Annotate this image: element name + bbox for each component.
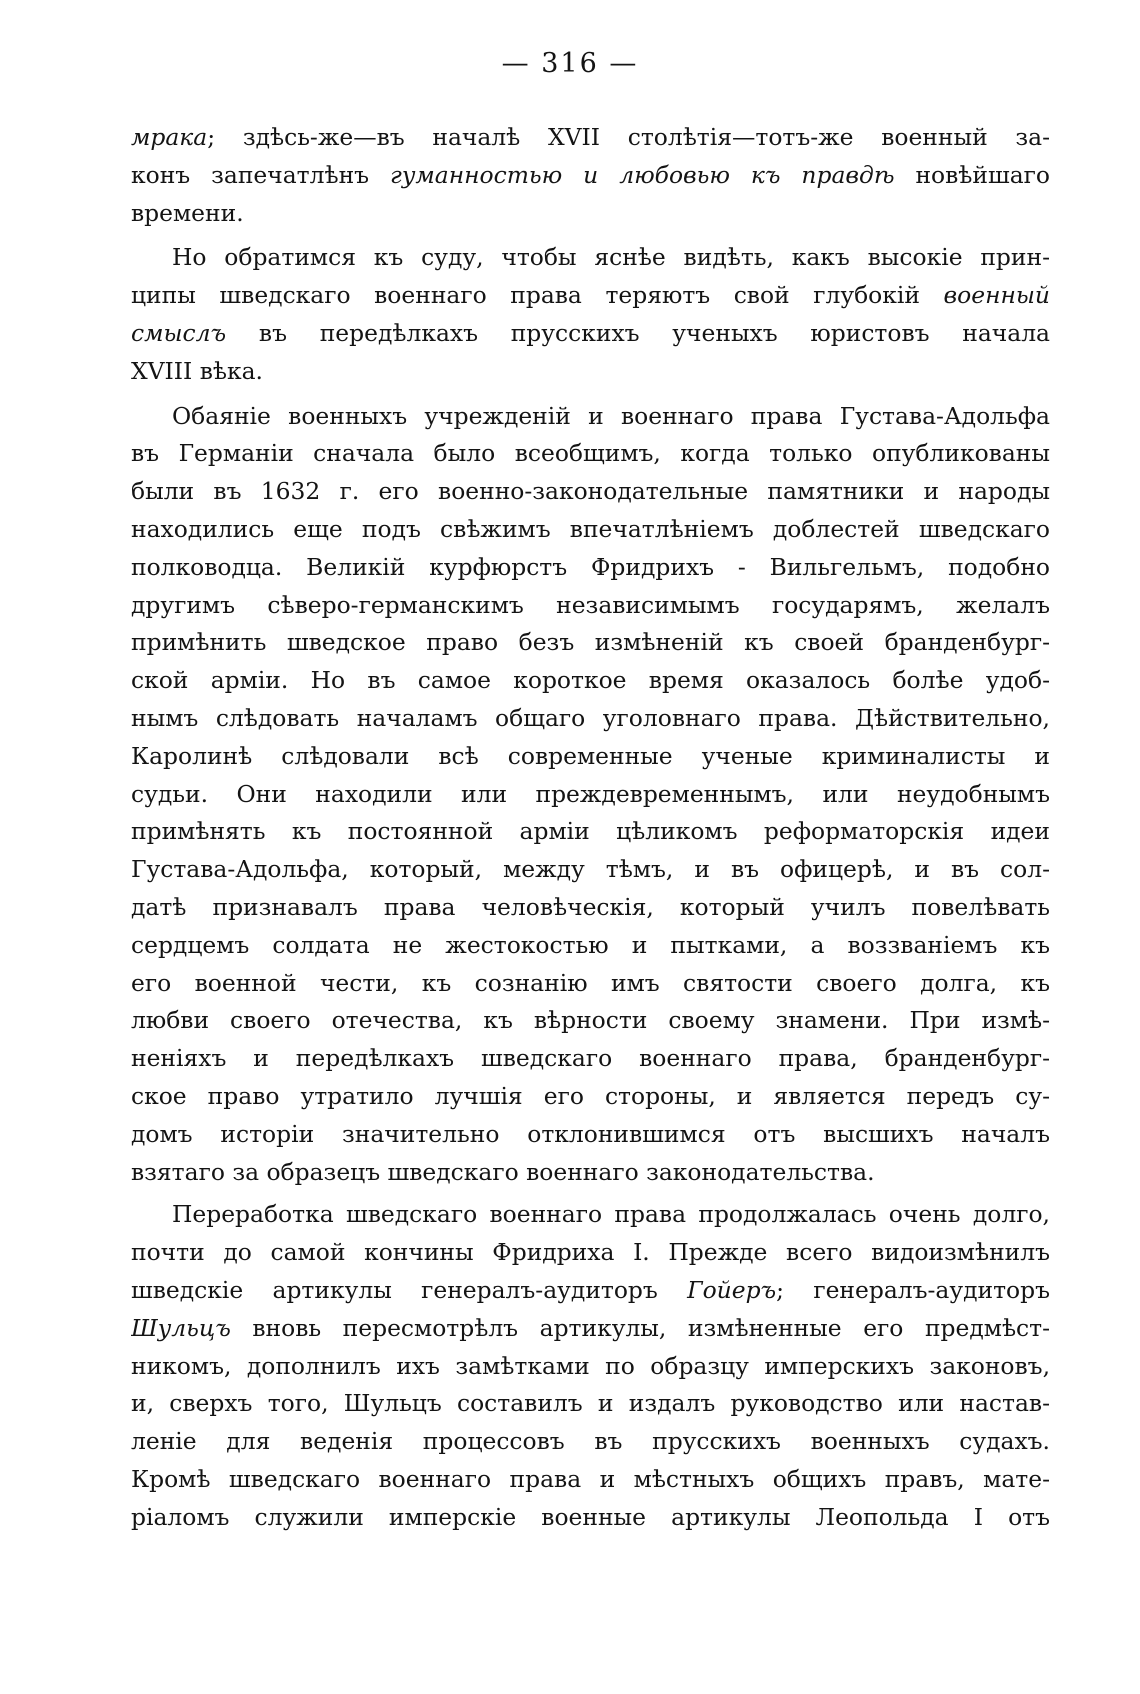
text-line: были въ 1632 г. его военно-законодательные памятники и народы	[131, 477, 1050, 506]
text-line: Переработка шведскаго военнаго права продолжалась очень долго,	[172, 1200, 1050, 1229]
text-line: примѣнить шведское право безъ измѣненій къ своей бранденбург-	[131, 628, 1050, 657]
text-line: шведскіе артикулы генералъ-аудиторъ Гойеръ; генералъ-аудиторъ	[131, 1275, 1050, 1304]
text-line: любви своего отечества, къ вѣрности своему знамени. При измѣ-	[131, 1006, 1050, 1035]
text-line: смыслъ въ передѣлкахъ прусскихъ ученыхъ юристовъ начала	[131, 318, 1050, 347]
text-line: и, сверхъ того, Шульцъ составилъ и издалъ руководство или настав-	[131, 1389, 1050, 1418]
text-line: въ Германіи сначала было всеобщимъ, когда только опубликованы	[131, 439, 1050, 468]
text-line: его военной чести, къ сознанію имъ святости своего долга, къ	[131, 968, 1050, 997]
text-line: леніе для веденія процессовъ въ прусскихъ военныхъ судахъ.	[131, 1427, 1050, 1456]
text-line: Но обратимся къ суду, чтобы яснѣе видѣть, какъ высокіе прин-	[172, 243, 1050, 272]
text-line: полководца. Великій курфюрстъ Фридрихъ - Вильгельмъ, подобно	[131, 552, 1050, 581]
text-line: другимъ сѣверо-германскимъ независимымъ государямъ, желалъ	[131, 590, 1050, 619]
text-line: XVIII вѣка.	[131, 356, 263, 385]
text-line: примѣнять къ постоянной арміи цѣликомъ реформаторскія идеи	[131, 817, 1050, 846]
text-line: ципы шведскаго военнаго права теряютъ свой глубокій военный	[131, 281, 1050, 310]
text-line: мрака; здѣсь-же—въ началѣ XVII столѣтія—тотъ-же военный за-	[131, 123, 1050, 151]
text-line: ріаломъ служили имперскіе военные артикулы Леопольда I отъ	[131, 1502, 1050, 1531]
text-line: времени.	[131, 198, 244, 227]
text-line: никомъ, дополнилъ ихъ замѣтками по образцу имперскихъ законовъ,	[131, 1351, 1050, 1380]
text-line: нымъ слѣдовать началамъ общаго уголовнаго права. Дѣйствительно,	[131, 703, 1050, 732]
text-line: Густава-Адольфа, который, между тѣмъ, и въ офицерѣ, и въ сол-	[131, 855, 1050, 884]
text-line: почти до самой кончины Фридриха I. Прежде всего видоизмѣнилъ	[131, 1238, 1050, 1267]
text-line: ской арміи. Но въ самое короткое время оказалось болѣе удоб-	[131, 666, 1050, 695]
text-line: Шульцъ вновь пересмотрѣлъ артикулы, измѣненные его предмѣст-	[131, 1313, 1050, 1342]
text-line: Обаяніе военныхъ учрежденій и военнаго права Густава-Адольфа	[172, 401, 1050, 430]
text-line: судьи. Они находили или преждевременнымъ, или неудобнымъ	[131, 779, 1050, 808]
text-line: ское право утратило лучшія его стороны, и является передъ су-	[131, 1081, 1050, 1110]
text-line: Каролинѣ слѣдовали всѣ современные ученые криминалисты и	[131, 741, 1050, 770]
text-line: взятаго за образецъ шведскаго военнаго законодательства.	[131, 1157, 875, 1186]
text-line: находились еще подъ свѣжимъ впечатлѣніемъ доблестей шведскаго	[131, 514, 1050, 543]
text-line: домъ исторіи значительно отклонившимся отъ высшихъ началъ	[131, 1119, 1050, 1148]
body-text	[131, 119, 1050, 1536]
text-line: конъ запечатлѣнъ гуманностью и любовью къ правдѣ новѣйшаго	[131, 160, 1050, 189]
page-number: — 316 —	[501, 48, 639, 79]
text-line: датѣ признавалъ права человѣческія, который училъ повелѣвать	[131, 892, 1050, 921]
text-line: неніяхъ и передѣлкахъ шведскаго военнаго права, бранденбург-	[131, 1044, 1050, 1073]
text-line: Кромѣ шведскаго военнаго права и мѣстныхъ общихъ правъ, мате-	[131, 1464, 1050, 1493]
text-line: сердцемъ солдата не жестокостью и пытками, а воззваніемъ къ	[131, 930, 1050, 959]
